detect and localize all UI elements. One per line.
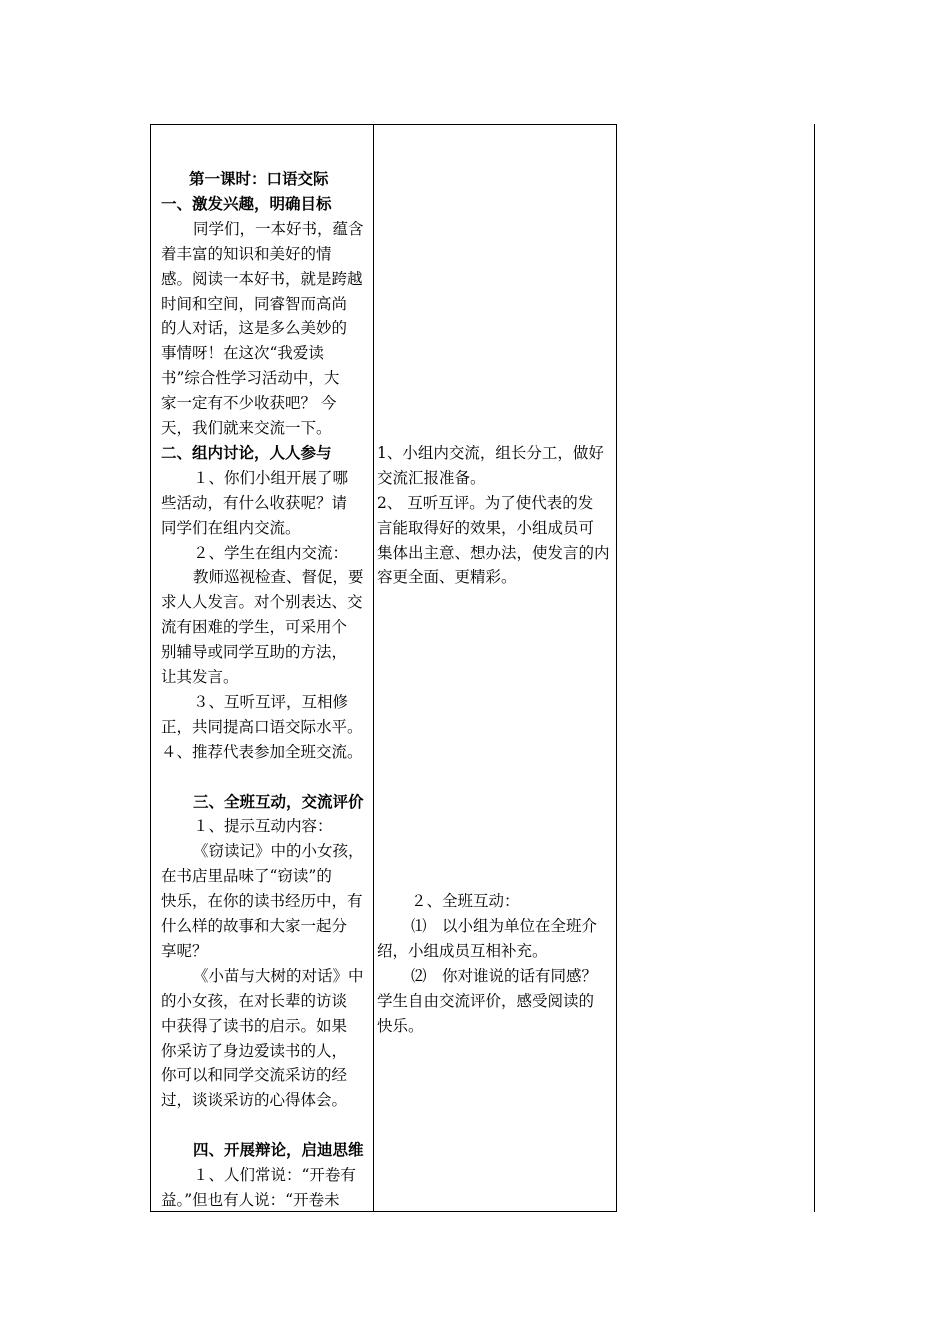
text-line: 时间和空间，同睿智而高尚 [161,294,348,313]
text-line: 着丰富的知识和美好的情 [161,244,332,263]
text-line: 家一定有不少收获吧？ 今 [161,394,337,413]
text-line: 《小苗与大树的对话》中 [193,966,364,985]
text-line: 求人人发言。对个别表达、交 [161,593,363,612]
text-line: 同学们，一本好书，蕴含 [193,219,364,238]
section-heading: 第一课时：口语交际 [189,169,329,188]
text-line: 教师巡视检查、督促，要 [193,568,364,587]
text-line: 同学们在组内交流。 [161,518,301,537]
page-margin-rule [814,124,815,1212]
text-line: 些活动，有什么收获呢？请 [161,493,348,512]
section-heading: 四、开展辩论，启迪思维 [193,1140,364,1160]
text-line: 交流汇报准备。 [377,468,486,487]
text-line: 感。阅读一本好书，就是跨越 [161,269,363,288]
text-line: 学生自由交流评价，感受阅读的 [377,991,595,1010]
text-line: 快乐，在你的读书经历中，有 [161,892,363,911]
text-line: １、提示互动内容： [193,817,333,836]
text-line: 在书店里品味了“窃读”的 [161,867,332,886]
text-line: 2、 互听互评。为了使代表的发 [377,493,594,512]
text-line: 的人对话，这是多么美妙的 [161,319,348,338]
text-line: 书”综合性学习活动中，大 [161,369,340,388]
text-line: 正，共同提高口语交际水平。 [161,717,363,736]
text-line: 流有困难的学生，可采用个 [161,618,348,637]
text-line: 1、小组内交流，组长分工，做好 [377,443,604,462]
text-line: ２、学生在组内交流： [193,543,349,562]
text-line: １、你们小组开展了哪 [193,468,349,487]
text-line: 《窃读记》中的小女孩， [193,842,364,861]
text-line: ⑴ 以小组为单位在全班介 [411,917,598,935]
student-activity-column [377,125,617,1211]
text-line: 过，谈谈采访的心得体会。 [161,1091,348,1110]
text-line: 集体出主意、想办法，使发言的内 [377,543,610,562]
section-heading: 一、激发兴趣，明确目标 [161,193,332,213]
text-line: 别辅导或同学互助的方法， [161,643,348,662]
lesson-plan-table [150,124,617,1212]
text-line: 什么样的故事和大家一起分 [161,917,348,935]
text-line: 天，我们就来交流一下。 [161,419,332,437]
text-line: ⑵ 你对谁说的话有同感？ [411,966,598,985]
section-heading: 二、组内讨论，人人参与 [161,442,332,462]
text-line: 言能取得好的效果，小组成员可 [377,518,595,537]
text-line: 快乐。 [377,1016,424,1035]
text-line: 让其发言。 [161,668,239,686]
text-line: 你可以和同学交流采访的经 [161,1066,348,1085]
text-line: 中获得了读书的启示。如果 [161,1016,348,1035]
text-line: 容更全面、更精彩。 [377,568,517,587]
text-line: ３、互听互评，互相修 [193,692,349,711]
text-line: ２、全班互动： [411,892,520,911]
teaching-process-column [161,125,369,1211]
text-line: 享呢？ [161,941,208,960]
text-line: 你采访了身边爱读书的人， [161,1041,348,1060]
text-line: ４、推荐代表参加全班交流。 [161,742,363,761]
text-line: 绍，小组成员互相补充。 [377,941,548,960]
text-line: 益。”但也有人说：“开卷未 [161,1190,340,1209]
text-line: 的小女孩，在对长辈的访谈 [161,991,348,1010]
text-line: 事情呀！在这次“我爱读 [161,344,324,363]
section-heading: 三、全班互动，交流评价 [193,791,364,811]
text-line: １、人们常说：“开卷有 [193,1166,356,1184]
column-divider [373,125,374,1211]
